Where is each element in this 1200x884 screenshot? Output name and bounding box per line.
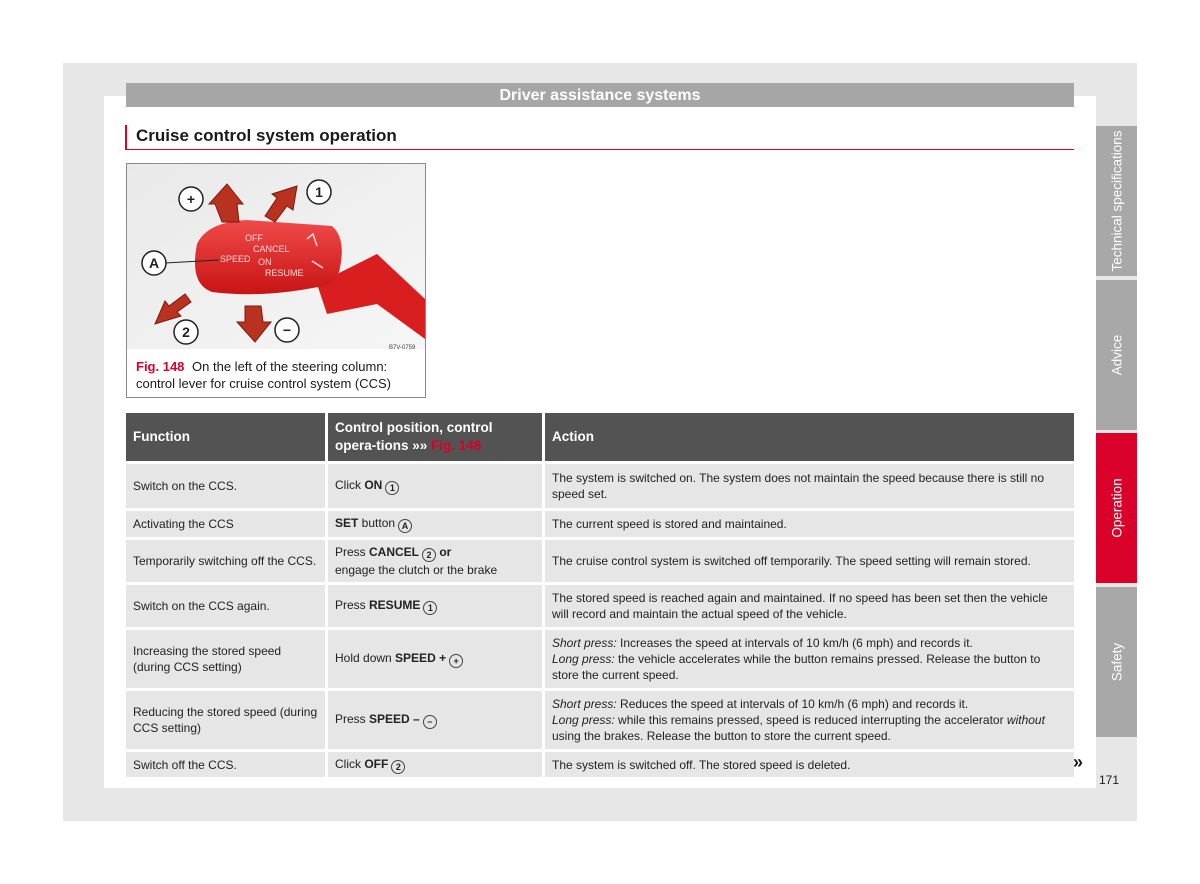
- cell-control: Press RESUME 1: [328, 585, 545, 627]
- cell-control: Press SPEED – −: [328, 691, 545, 749]
- callout-a: A: [148, 255, 160, 271]
- cell-function: Reducing the stored speed (during CCS setting): [126, 691, 328, 749]
- table-header-row: [126, 413, 1074, 461]
- cell-control: SET button A: [328, 511, 545, 537]
- plus-icon: +: [449, 654, 463, 668]
- cell-action: The stored speed is reached again and maintained. If no speed has been set then the vehicle will record and maintain the actual speed of the vehicle.: [545, 585, 1074, 627]
- chapter-header: Driver assistance systems: [126, 83, 1074, 107]
- cell-action: The system is switched off. The stored speed is deleted.: [545, 752, 1074, 777]
- section-title: Cruise control system operation: [125, 125, 1074, 150]
- cell-function: Switch on the CCS.: [126, 464, 328, 508]
- table-row: [126, 630, 1074, 688]
- figure-code: B7V-0759: [389, 345, 416, 349]
- cruise-control-lever-illustration: [127, 164, 425, 349]
- lever-label-off: OFF: [245, 233, 263, 243]
- callout-a-icon: A: [398, 519, 412, 533]
- figure-148: [126, 163, 426, 398]
- cell-function: Switch on the CCS again.: [126, 585, 328, 627]
- callout-1-icon: 1: [385, 481, 399, 495]
- callout-2-icon: 2: [422, 548, 436, 562]
- header-control: Control position, control opera-tions »» Fig. 148: [328, 413, 545, 461]
- cell-control: Press CANCEL 2 or engage the clutch or the brake: [328, 540, 545, 582]
- lever-label-on: ON: [258, 257, 272, 267]
- cell-control: Hold down SPEED + +: [328, 630, 545, 688]
- lever-label-speed: SPEED: [220, 254, 251, 264]
- table-row: [126, 752, 1074, 777]
- cell-function: Switch off the CCS.: [126, 752, 328, 777]
- figure-caption: [136, 358, 421, 392]
- cell-action: The cruise control system is switched off temporarily. The speed setting will remain stored.: [545, 540, 1074, 582]
- table-row: [126, 540, 1074, 582]
- lever-label-cancel: CANCEL: [253, 244, 290, 254]
- figure-caption-text: On the left of the steering column: control lever for cruise control system (CCS): [136, 359, 392, 391]
- figure-number: Fig. 148: [136, 359, 185, 374]
- cell-action: The system is switched on. The system does not maintain the speed because there is still no speed set.: [545, 464, 1074, 508]
- header-function: Function: [126, 413, 328, 461]
- cell-action: The current speed is stored and maintained.: [545, 511, 1074, 537]
- table-row: [126, 464, 1074, 508]
- cell-function: Temporarily switching off the CCS.: [126, 540, 328, 582]
- callout-2: 2: [182, 324, 190, 340]
- cell-function: Activating the CCS: [126, 511, 328, 537]
- table-row: [126, 511, 1074, 537]
- header-control-ref: Fig. 148: [431, 438, 482, 453]
- minus-icon: −: [423, 715, 437, 729]
- tab-technical-specifications[interactable]: Technical specifications: [1096, 126, 1137, 276]
- tab-advice[interactable]: Advice: [1096, 280, 1137, 430]
- header-control-label: Control position, control opera-tions: [335, 420, 493, 453]
- callout-minus: −: [282, 322, 292, 338]
- callout-1-icon: 1: [423, 601, 437, 615]
- cell-control: Click ON 1: [328, 464, 545, 508]
- callout-plus: +: [186, 191, 196, 207]
- table-row: [126, 691, 1074, 749]
- callout-1: 1: [315, 184, 323, 200]
- lever-label-resume: RESUME: [265, 268, 304, 278]
- cell-control: Click OFF 2: [328, 752, 545, 777]
- tab-safety[interactable]: Safety: [1096, 587, 1137, 737]
- continue-marker: »: [1073, 752, 1084, 772]
- tab-operation[interactable]: Operation: [1096, 433, 1137, 583]
- cell-action: Short press: Reduces the speed at intervals of 10 km/h (6 mph) and records it. Long press: while this remains pressed, speed is reduced interrupting the accelerator without using the brakes. Release the button to store the current speed.: [545, 691, 1074, 749]
- cell-function: Increasing the stored speed (during CCS setting): [126, 630, 328, 688]
- header-action: Action: [545, 413, 1074, 461]
- page-number: 171: [1099, 773, 1120, 787]
- callout-2-icon: 2: [391, 760, 405, 774]
- table-row: [126, 585, 1074, 627]
- cell-action: Short press: Increases the speed at intervals of 10 km/h (6 mph) and records it. Long press: the vehicle accelerates while the button remains pressed. Release the button to store the current speed.: [545, 630, 1074, 688]
- cruise-control-table: [126, 410, 1074, 780]
